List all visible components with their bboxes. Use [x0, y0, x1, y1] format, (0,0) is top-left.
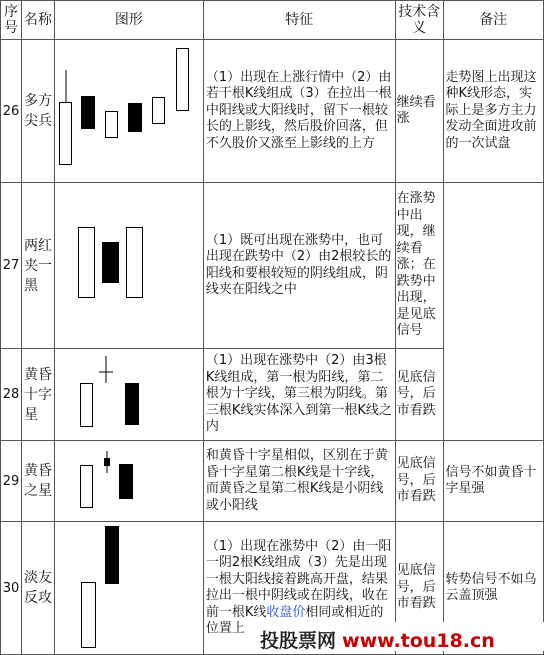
candle-yin [81, 97, 94, 129]
row-meaning: 见底信号，后市看跌 [395, 522, 443, 655]
candlestick-figure-27 [55, 183, 203, 348]
candlestick-figure-30 [55, 522, 203, 654]
header-note: 备注 [443, 1, 544, 40]
row-meaning: 见底信号，后市看跌 [395, 349, 443, 441]
candle-yang [80, 466, 92, 508]
row-feature: （1）出现在上涨行情中（2）由若干根K线组成（3）在拉出一根中阳线或大阳线时，留下一根较长的上影线，然后股价回落，但不久股价又涨至上影线的上方 [203, 40, 395, 183]
row-feature: （1）出现在涨势中（2）由3根K线组成，第一根为阳线，第二根为十字线，第三根为阴线。第三根K线实体深入到第一根K线之内 [203, 349, 395, 441]
row-feature: （1）既可出现在涨势中，也可出现在跌势中（2）由2根较长的阳线和要根较短的阴线组成，阴线夹在阳线之中 [203, 183, 395, 349]
row-name: 两红夹一黑 [21, 183, 54, 349]
table-row [1, 40, 544, 183]
candlestick-figure-29 [55, 441, 203, 521]
candlestick-figure-26 [55, 40, 203, 182]
row-name: 多方尖兵 [21, 40, 54, 183]
feature-text: 相同或相近的位置上 [205, 604, 384, 636]
table-row [1, 441, 544, 522]
watermark [260, 626, 495, 653]
row-meaning: 见底信号，后市看跌 [395, 441, 443, 522]
row-note: 走势图上出现这种K线形态，实际上是多方主力发动全面进攻前的一次试盘 [443, 40, 544, 183]
row-num: 29 [1, 441, 22, 522]
row-note: 信号不如黄昏十字星强 [443, 441, 544, 522]
feature-text: （1）出现在涨势中（2）由一阳一阴2根K线组成（3）先是出现一根大阳线接着跳高开盘，结果拉出一根中阴线或在阴线，收在前一根K线 [205, 538, 392, 620]
row-num: 27 [1, 183, 22, 349]
candle-yang [80, 384, 92, 427]
row-note-blank [443, 183, 544, 441]
row-num: 28 [1, 349, 22, 441]
pattern-figure [54, 522, 203, 655]
header-meaning: 技术含义 [395, 1, 443, 40]
row-feature: 和黄昏十字星相似，区别在于黄昏十字星第二根K线是十字线，而黄昏之星第二根K线是小阴线或小阳线 [203, 441, 395, 522]
row-num: 30 [1, 522, 22, 655]
candle-yang [152, 98, 164, 124]
candle-yang [59, 103, 71, 165]
header-num: 序号 [1, 1, 22, 40]
closing-price-link[interactable]: 收盘价 [266, 604, 306, 620]
candle-yin [125, 384, 138, 425]
candle-yin [119, 465, 132, 499]
table-row [1, 183, 544, 349]
header-name: 名称 [21, 1, 54, 40]
row-meaning: 在涨势中出现，继续看涨；在跌势中出现，是见底信号 [395, 183, 443, 349]
candle-yin [102, 243, 118, 283]
header-feature: 特征 [203, 1, 395, 40]
row-name: 黄昏之星 [21, 441, 54, 522]
pattern-figure [54, 183, 203, 349]
watermark-brand: 投股票网 [260, 630, 337, 652]
row-name: 黄昏十字星 [21, 349, 54, 441]
candle-yin [128, 104, 141, 132]
row-note: 转势信号不如乌云盖顶强 [443, 522, 544, 655]
candle-yang [105, 112, 117, 138]
candle-yang [176, 49, 188, 111]
candle-yang [78, 228, 94, 298]
candle-yang [126, 228, 142, 298]
pattern-figure [54, 441, 203, 522]
header-figure: 图形 [54, 1, 203, 40]
candlestick-figure-28 [55, 349, 203, 440]
watermark-url[interactable]: www.tou18.cn [342, 630, 495, 652]
pattern-figure [54, 349, 203, 441]
row-meaning: 继续看涨 [395, 40, 443, 183]
row-name: 淡友反攻 [21, 522, 54, 655]
row-num: 26 [1, 40, 22, 183]
candle-yang [81, 583, 95, 648]
pattern-figure [54, 40, 203, 183]
candle-yin [105, 527, 118, 584]
star-body [104, 458, 110, 466]
table-header-row [1, 1, 544, 40]
